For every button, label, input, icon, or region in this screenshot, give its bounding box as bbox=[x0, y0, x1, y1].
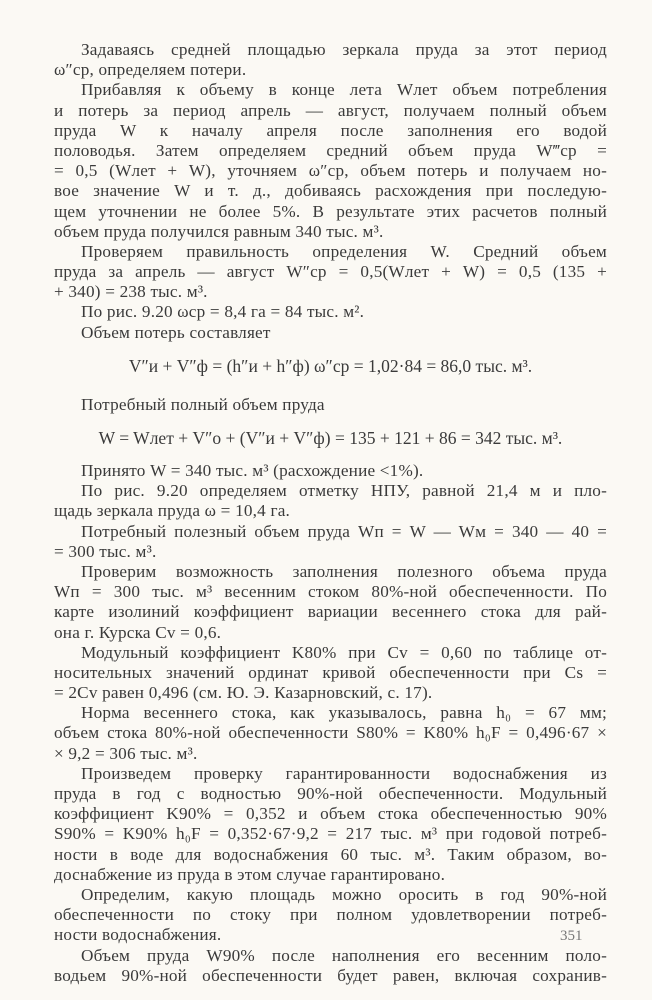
paragraph-line: Проверим возможность заполнения полезного объема пруда bbox=[81, 561, 607, 581]
paragraph-line: щем уточнении не более 5%. В результате этих расчетов полный bbox=[54, 201, 607, 221]
paragraph-line: Объем потерь составляет bbox=[81, 322, 271, 342]
paragraph-line: = 2Cv равен 0,496 (см. Ю. Э. Казарновский, с. 17). bbox=[54, 683, 433, 703]
paragraph-line: × 9,2 = 306 тыс. м³. bbox=[54, 743, 198, 763]
paragraph-line: пруда в год с водностью 90%-ной обеспеченности. Модульный bbox=[54, 784, 607, 803]
paragraph-line: Потребный полный объем пруда bbox=[81, 394, 325, 414]
paragraph-line: щадь зеркала пруда ω = 10,4 га. bbox=[54, 501, 291, 521]
page-number: 351 bbox=[560, 928, 583, 944]
paragraph-line: носительных значений ординат кривой обеспеченности при Cs = bbox=[54, 662, 607, 682]
paragraph-line: ности в воде для водоснабжения 60 тыс. м³. Таким образом, во- bbox=[54, 844, 607, 864]
paragraph-line: объем стока 80%-ной обеспеченности S80% = K80% h₀F = 0,496·67 × bbox=[54, 723, 607, 743]
paragraph-line: Модульный коэффициент K80% при Cv = 0,60 по таблице от- bbox=[81, 642, 607, 662]
paragraph-line: ности водоснабжения. bbox=[54, 925, 222, 945]
paragraph-line: Wп = 300 тыс. м³ весенним стоком 80%-ной обеспеченности. По bbox=[54, 582, 607, 602]
paragraph-line: обеспеченности по стоку при полном удовлетворении потреб- bbox=[54, 905, 607, 925]
paragraph-line: половодья. Затем определяем средний объем пруда W‴ср = bbox=[54, 140, 607, 160]
paragraph-line: карте изолиний коэффициент вариации весеннего стока для рай- bbox=[54, 602, 607, 622]
paragraph-line: = 0,5 (Wлет + W), уточняем ω″ср, объем потерь и получаем но- bbox=[54, 161, 607, 181]
paragraph-line: коэффициент K90% = 0,352 и объем стока обеспеченностью 90% bbox=[54, 804, 607, 824]
paragraph-line: доснабжение из пруда в этом случае гарантировано. bbox=[54, 864, 446, 884]
paragraph-line: пруда W к началу апреля после заполнения его водой bbox=[54, 120, 607, 140]
paragraph-line: Задаваясь средней площадью зеркала пруда за этот период bbox=[81, 40, 607, 59]
text-block-2 bbox=[54, 461, 607, 986]
paragraph-line: S90% = K90% h₀F = 0,352·67·9,2 = 217 тыс. м³ при годовой потреб- bbox=[54, 824, 607, 844]
paragraph-line: она г. Курска Cv = 0,6. bbox=[54, 622, 222, 642]
paragraph-line: Проверяем правильность определения W. Средний объем bbox=[81, 241, 607, 261]
paragraph-line: Прибавляя к объему в конце лета Wлет объем потребления bbox=[81, 80, 607, 100]
page-body bbox=[54, 40, 607, 986]
formula-total-volume: W = Wлет + V″о + (V″и + V″ф) = 135 + 121 + 86 = 342 тыс. м³. bbox=[98, 428, 563, 448]
paragraph-line: объем пруда получился равным 340 тыс. м³. bbox=[54, 221, 384, 241]
paragraph-line: Определим, какую площадь можно оросить в год 90%-ной bbox=[81, 884, 607, 904]
formula-losses: V″и + V″ф = (h″и + h″ф) ω″ср = 1,02·84 = 86,0 тыс. м³. bbox=[128, 355, 533, 376]
paragraph-line: По рис. 9.20 определяем отметку НПУ, равной 21,4 м и пло- bbox=[81, 481, 607, 501]
paragraph-line: Принято W = 340 тыс. м³ (расхождение <1%). bbox=[81, 461, 424, 480]
paragraph-line: Произведем проверку гарантированности водоснабжения из bbox=[81, 763, 607, 783]
paragraph-line: Потребный полезный объем пруда Wп = W — Wм = 340 — 40 = bbox=[81, 521, 607, 541]
paragraph-line: вое значение W и т. д., добиваясь расхождения при последую- bbox=[54, 181, 607, 201]
paragraph-line: + 340) = 238 тыс. м³. bbox=[54, 282, 208, 302]
paragraph-line: = 300 тыс. м³. bbox=[54, 541, 157, 561]
paragraph-line: Норма весеннего стока, как указывалось, равна h₀ = 67 мм; bbox=[81, 703, 607, 723]
paragraph-line: пруда за апрель — август W″ср = 0,5(Wлет + W) = 0,5 (135 + bbox=[54, 262, 607, 282]
paragraph-line: По рис. 9.20 ωср = 8,4 га = 84 тыс. м². bbox=[81, 302, 365, 322]
paragraph-line: ω″ср, определяем потери. bbox=[54, 60, 247, 80]
paragraph-line: и потерь за период апрель — август, получаем полный объем bbox=[54, 100, 607, 120]
paragraph-line: водьем 90%-ной обеспеченности будет равен, включая сохранив- bbox=[54, 965, 607, 985]
text-block-1 bbox=[54, 40, 607, 343]
paragraph-line: Объем пруда W90% после наполнения его весенним поло- bbox=[81, 945, 607, 965]
